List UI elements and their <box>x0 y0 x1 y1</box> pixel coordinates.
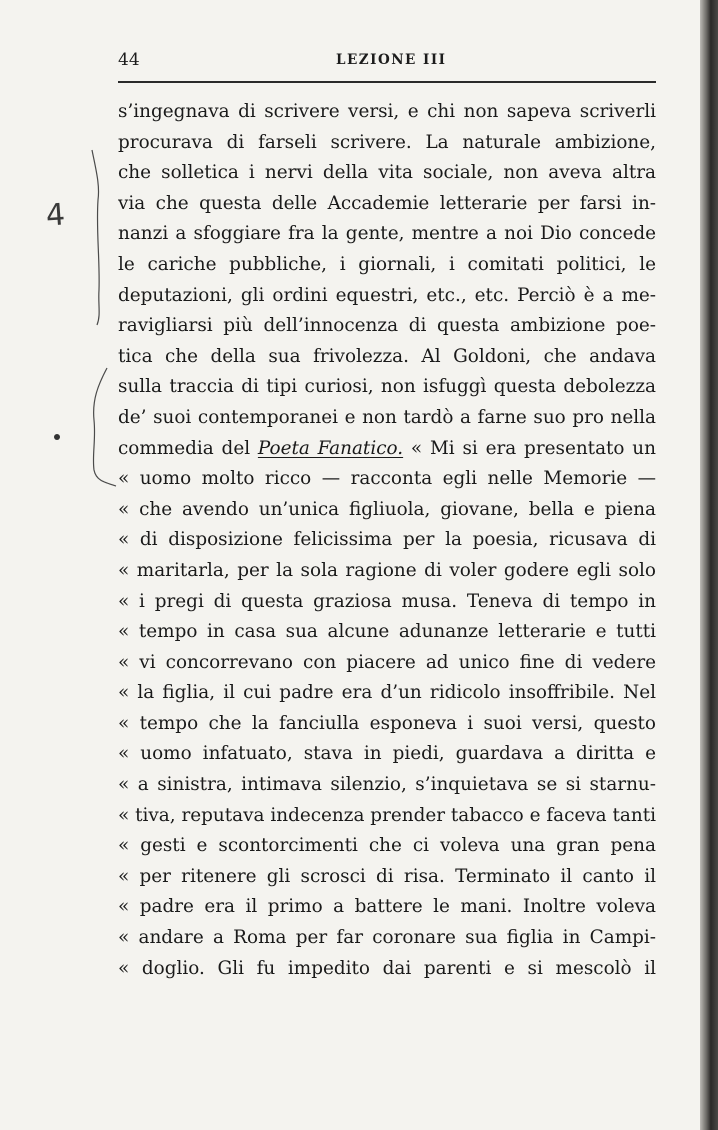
quote-line: « tempo in casa sua alcune adunanze letterarie e tutti <box>118 621 656 643</box>
quote-line: « per ritenere gli scrosci di risa. Terminato il canto il <box>118 865 656 887</box>
margin-bracket-lower <box>93 368 116 486</box>
text-line: via che questa delle Accademie letterarie per farsi in- <box>118 192 656 214</box>
text-line-with-title <box>118 434 656 465</box>
quote-line: « gesti e scontorcimenti che ci voleva una gran pena <box>118 835 656 857</box>
quote-line: « che avendo un’unica figliuola, giovane, bella e piena <box>118 498 656 520</box>
line-segment: commedia del <box>118 437 258 459</box>
book-page-edge <box>700 0 718 1130</box>
quote-line: « doglio. Gli fu impedito dai parenti e si mescolò il <box>118 957 656 979</box>
quote-line: « andare a Roma per far coronare sua figlia in Campi- <box>118 927 656 949</box>
line-segment: « Mi si era presentato un <box>403 437 656 459</box>
text-line: de’ suoi contemporanei e non tardò a farne suo pro nella <box>118 406 656 428</box>
text-line: ravigliarsi più dell’innocenza di questa ambizione poe- <box>118 315 656 337</box>
header-rule <box>118 81 656 83</box>
quote-line: « vi concorrevano con piacere ad unico fine di vedere <box>118 651 656 673</box>
page-number: 44 <box>118 50 140 70</box>
quote-line: « la figlia, il cui padre era d’un ridicolo insoffribile. Nel <box>118 682 656 704</box>
quote-line: « uomo molto ricco — racconta egli nelle Memorie — <box>118 468 656 490</box>
text-line: s’ingegnava di scrivere versi, e chi non sapeva scriverli <box>118 101 656 122</box>
text-line: le cariche pubbliche, i giornali, i comitati politici, le <box>118 253 656 275</box>
quote-line: « tiva, reputava indecenza prender tabacco e faceva tanti <box>118 804 656 826</box>
margin-pencil-marks <box>0 0 118 1130</box>
margin-handwritten-note: 4 <box>44 197 67 234</box>
quote-line: « tempo che la fanciulla esponeva i suoi versi, questo <box>118 712 656 734</box>
text-line: che solletica i nervi della vita sociale, non aveva altra <box>118 162 656 184</box>
margin-dot <box>54 434 60 440</box>
quote-line: « di disposizione felicissima per la poesia, ricusava di <box>118 529 656 551</box>
quote-line: « uomo infatuato, stava in piedi, guardava a diritta e <box>118 743 656 765</box>
running-head: LEZIONE III <box>336 52 447 68</box>
margin-bracket-upper <box>92 150 99 325</box>
text-line: procurava di farseli scrivere. La naturale ambizione, <box>118 131 656 153</box>
quote-line: « i pregi di questa graziosa musa. Teneva di tempo in <box>118 590 656 612</box>
quote-line: « a sinistra, intimava silenzio, s’inquietava se si starnu- <box>118 774 656 796</box>
body-text <box>118 97 656 984</box>
quote-line: « maritarla, per la sola ragione di voler godere egli solo <box>118 559 656 581</box>
text-line: deputazioni, gli ordini equestri, etc., etc. Perciò è a me- <box>118 284 656 306</box>
quote-line: « padre era il primo a battere le mani. Inoltre voleva <box>118 896 656 918</box>
text-line: tica che della sua frivolezza. Al Goldoni, che andava <box>118 345 656 367</box>
text-line: nanzi a sfoggiare fra la gente, mentre a noi Dio concede <box>118 223 656 245</box>
comedy-title: Poeta Fanatico. <box>257 437 404 459</box>
page-header <box>118 50 656 74</box>
text-line: sulla traccia di tipi curiosi, non isfuggì questa debolezza <box>118 376 656 398</box>
